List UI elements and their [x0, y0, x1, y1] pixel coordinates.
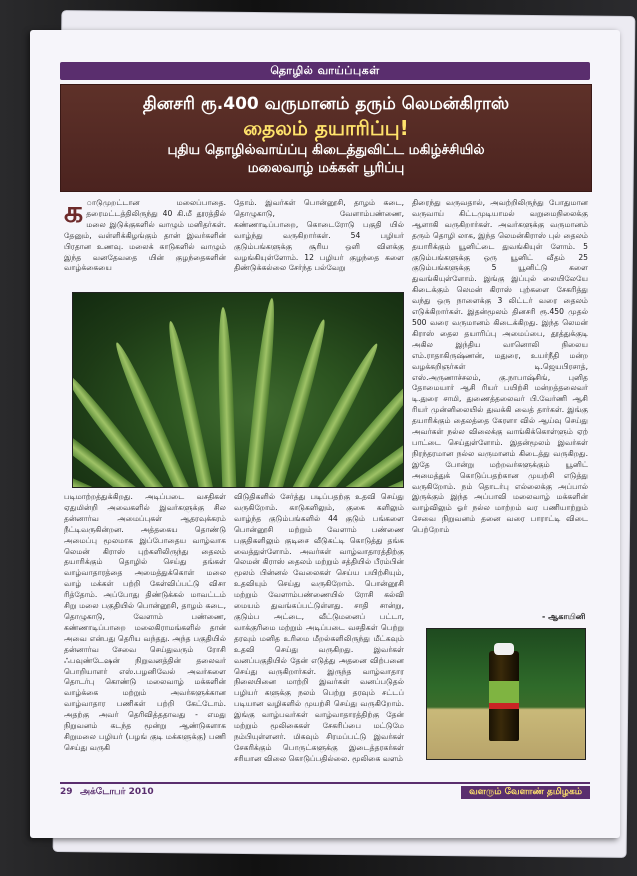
issue-date: அக்டோபர் 2010 [80, 786, 154, 797]
article-col1-top [64, 198, 226, 288]
page-number: 29 [60, 787, 73, 797]
article-col2-top-text: தோம். இவர்கள் பொன்னூசி, தாழம் கடை, தொழுகாடு, வேளாம்பண்ணை, கண்ணாடிப்பாறை, கொடைரோடு பகுதி யில் வாழ்ந்து வருகிறார்கள். 54 பழியர் குடும்பங்களுக்கு சூரிய ஒளி விளக்கு வழங்கியுள்ளோம். 12 பழியர் குழந்தை களை திண்டுக்கல்லை சேர்ந்த பல்வேறு [234, 198, 404, 273]
article-col2-bottom-text: விடுதிகளில் சேர்த்து படிப்பதற்கு உதவி செய்து வருகிறோம். காடுகளிலும், குகை களிலும் வாழ்ந்த குடும்பங்களில் 44 குடும் பங்களை பொன்னூசி மற்றும் வேளாம் பண்ணை பகுதிகளிலும் குடிசை வீடுகட்டி கொடுத்து தங்க வைத்துள்ளோம். அவர்கள் வாழ்வாதாரத்திற்கு லெமன் கிராஸ் தைலம் மற்றும் சத்தியில் பீரம்பின் மூலம் பின்னல் வேலைகள் செய்ய பயிற்சியும், உதவியும் செய்து வருகிறோம். பொன்னூசி மற்றும் வேளாம்பண்ணையில் ரோசி கல்வி மையம் துவங்கப்பட்டுள்ளது. சாதி சான்று, குடும்ப அட்டை, வீட்டுமனைப் பட்டா, வாக்குரிமை மற்றும் அடிப்படை வசதிகள் பெற்று தரவும் மனித உரிமை மீறல்களிலிருந்து மீட்கவும் உதவி செய்து வருகிறது. இவர்கள் வனப்பகுதியில் தேன் எடுத்து அதனை விற்பனை செய்து வருகிறார்கள். இருந்த வாழ்வாதார நிலையினை மாற்றி இவர்கள் வனப்படுதல் பழியர் களுக்கு நலம் பெற்று தரவும் சட்டப் படியான வழிகளில் முயற்சி செய்து வருகிறோம். இங்கு வாழ்பவர்கள் வாழ்வாதாரத்திற்கு தேன் மற்றும் மூலிகைகள் சேகரிப்பை மட்டுமே நம்பியுள்ளனர். மிகவும் சிரமப்பட்டு இவர்கள் சேகரிக்கும் பொருட்களுக்கு இடைத்தரகர்கள் சரியான விலை கொடுப்பதில்லை. மூலிகை வளம் [234, 492, 404, 763]
page-footer [60, 782, 590, 800]
article-col3 [412, 198, 588, 608]
oil-bottle-photo [426, 628, 586, 760]
article-col1-top-text: ாடுமுறட்டான மலைப்பாதை. தரைமட்டத்திலிருந்து 40 கி.மீ தூரத்தில் மலை இடுக்குகளில் வாழும் மனிதர்கள். தேனும், வள்ளிக்கிழங்கும் தான் இவர்களின் பிரதான உணவு. மலைக் காடுகளில் வாழும் இந்த வனதேவதை யின் குழந்தைகளின் வாழ்க்கையை [64, 198, 226, 273]
lemongrass-photo [72, 292, 404, 488]
headline-line4: மலைவாழ் மக்கள் பூரிப்பு [247, 160, 405, 176]
article-col2-bottom [234, 492, 404, 772]
section-label: தொழில் வாய்ப்புகள் [270, 63, 380, 77]
article-col2-top [234, 198, 404, 288]
headline-line1: தினசரி ரூ.400 வருமானம் தரும் லெமன்கிராஸ் [142, 94, 510, 114]
dropcap: க [64, 198, 84, 230]
magazine-page [30, 30, 620, 838]
article-col1-bottom [64, 492, 226, 772]
section-label-bar [60, 62, 590, 80]
headline-box [60, 84, 592, 192]
article-col1-bottom-text: படிமாற்றத்துக்கிறது. அடிப்படை வசதிகள் ஏதுமின்றி அவைகளில் இவர்களுக்கு சில தன்னார்வ அமைப்புகள் ஆதரவுக்கரம் நீட்டிவருகின்றன. அத்தகைய தொண்டு அமைப்பு மூலமாக இப்போதைய வாழ்வாக லெமன் கிராஸ் புற்களிலிருந்து தைலம் தயாரிக்கும் தொழில் செய்து தங்கள் வாழ்வாதாரத்தை அமைத்துக்கொள் மலை வாழ் மக்கள் பற்றி கேள்விப்பட்டு விசா ரித்தோம். அப்போது திண்டுக்கல் மாவட்டம் சிறு மலை பகுதியில் பொன்னூசி, தாழம் கடை, தொழுகாடு, வேளாம் பண்ணை, கண்ணாடிப்பாறை மலைகிராமங்களில் தான் அவை என்பது தெரிய வந்தது. அந்த பகுதியில் தன்னார்வ சேவை செய்துவரும் ரோசி ஃபவுண்டேஷன் நிறுவனத்தின் தலைவர் பொறியாளர் எஸ்.பழனிவேல் அவர்களை தொடர்பு கொண்டு மலைவாழ் மக்களின் வாழ்க்கை மற்றும் அவர்களுக்கான வாழ்வாதார பணிகள் பற்றி கேட்டோம். அதற்கு அவர் தெரிவித்ததாவது - எமது நிறுவனம் கடந்த மூன்று ஆண்டுகளாக சிறுமலை பழியர் (பழங் குடி மக்களுக்கு) பணி செய்து வருகி [64, 492, 226, 752]
headline-line2: தைலம் தயாரிப்பு! [243, 116, 409, 140]
article-signoff: - ஆகாயினி [542, 612, 586, 621]
headline-line3: புதிய தொழில்வாய்ப்பு கிடைத்துவிட்ட மகிழ்ச்சியில் [167, 142, 485, 158]
article-col3-text: திரைந்து வருவதால், அவற்றிலிருந்து போதுமான வருவாய் கிட்டமுடியாமல் வறுமைநிலைக்கு ஆளாகி வருகிறார்கள். அவர்களுக்கு வருமானம் தரும் தொழி லாக, இந்த லெமன்கிராஸ் புல் தைலம் தயாரிக்கும் யூனிட்டை துவங்கியுள் ளோம். 5 குடும்பங்களுக்கு ஒரு யூனிட் வீதம் 25 குடும்பங்களுக்கு 5 யூனிட்டு களை துவங்கியுள்ளோம். இங்கு இப்புல் லையிலேயே கிடைக்கும் லெமன் கிராஸ் புற்களை சேகரித்து வந்து ஒரு நாளைக்கு 3 லிட்டர் வரை தைலம் எடுக்கிறார்கள். இதன்மூலம் தினசரி ரூ.450 முதல் 500 வரை வருமானம் கிடைக்கிறது. இந்த லெமன் கிராஸ் தைல தயாரிப்பு அமைப்பை, தூத்துக்குடி அகில இந்திய வானொலி நிலைய எம்.ராதாகிருஷ்ணன், மதுரை, உயர்நீதி மன்ற வழக்கறிஞர்கள் டி.ஜெயபிரசாத், எஸ்.அருணாச்சலம், கு.நாபாஷ்சிங், புனித தோமையார் ஆசி ரியர் பயிற்சி மன்றத்தலைவர் டி.துரை சாமி, துணைத்தலைவர் பி.வேர்ணி ஆசி ரியர் முன்னிலையில் துவக்கி வைத் தார்கள். இங்கு தயாரிக்கும் தைலத்தை கேரளா வில் ஆய்வு செய்து அவர்கள் நல்ல விலைக்கு வாங்கிக்கொள்ளும் ஏற் பாட்டை செய்துள்ளோம். இதன்மூலம் இவர்கள் நிரந்தரமான நல்ல வருமானம் கிடைத்து வருகிறது. இதே போன்று மற்றவர்களுக்கும் யூனிட் அமைத்துக் கொடுப்பதற்கான முயற்சி எடுத்து வருகிறோம். நம் தொடர்பு எல்லைக்கு அப்பால் இருக்கும் இந்த அப்பாவி மலைவாழ் மக்களின் வாழ்விலும் ஓர் நல்ல மாற்றம் வர பணியாற்றும் சேவை நிறுவனம் தனை வரை பாராட்டி விடை பெற்றோம் [412, 198, 588, 535]
magazine-name: வளரும் வேளாண் தமிழகம் [461, 786, 590, 799]
